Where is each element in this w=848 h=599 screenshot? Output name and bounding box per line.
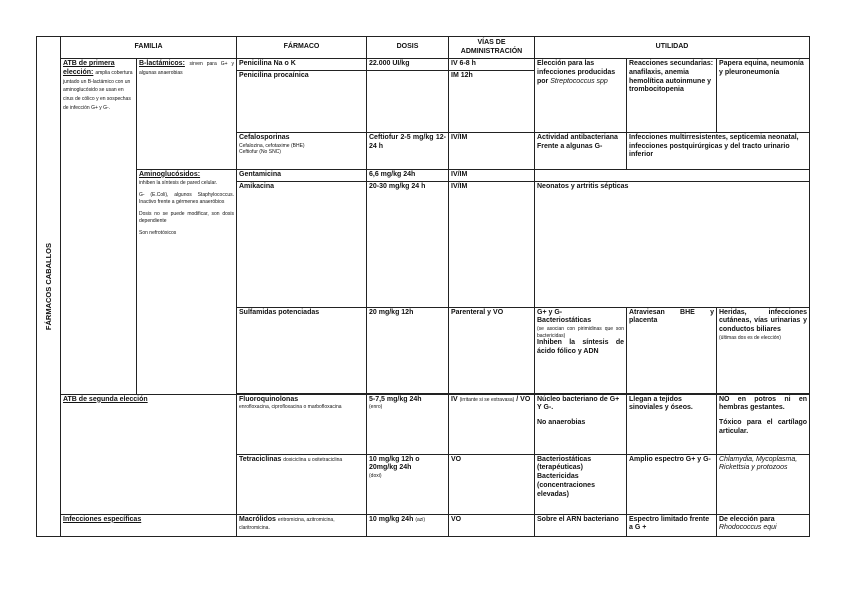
cefa-dose: Ceftiofur 2-5 mg/kg 12-24 h <box>367 132 449 169</box>
macro-u3a: De elección para <box>719 515 775 523</box>
sulfa-u1d: Inhiben la síntesis de ácido fólico y ADN <box>537 339 624 355</box>
fluoro-u1a: Núcleo bacteriano de G+ Y G-. <box>537 395 620 412</box>
tetra-via: VO <box>449 454 535 514</box>
side-label-cell <box>37 37 61 537</box>
macro-util-2: Espectro limitado frente a G + <box>627 514 717 536</box>
header-dosis: DOSIS <box>367 37 449 59</box>
fluoro-u3a: NO en potros ni en hembras gestantes. <box>719 395 808 412</box>
cefa-util-1: Actividad antibacteriana Frente a algunas G- <box>535 132 627 169</box>
atb1-title: ATB de primera elección: <box>63 60 115 76</box>
blact-title: B-lactámicos: <box>139 60 185 67</box>
amika-util: Neonatos y artritis sépticas <box>535 181 810 307</box>
atb1-desc: amplia cobertura juntado un B-lactámico con un aminoglucósido se usan en cirus de cólico y en sospechas de infección G+ y G-. <box>63 69 133 111</box>
table-row <box>37 514 810 536</box>
cefa-sub2: Ceftiofur (No SNC) <box>239 149 281 155</box>
pen-util-2: Reacciones secundarias: anafilaxis, anemia hemolítica autoinmune y trombocitopenia <box>627 59 717 133</box>
tetra-name: Tetraciclinas <box>239 455 282 463</box>
cefa-util-2: Infecciones multirresistentes, septicemia neonatal, infecciones postquirúrgicas y del tracto urinario inferior <box>627 132 810 169</box>
tetra-dose2: 20mg/kg 24h <box>369 464 412 472</box>
fluoro-via-cell <box>449 394 535 454</box>
pen-util-1b: Streptococcus spp <box>550 77 608 85</box>
sulfa-util-2: Atraviesan BHE y placenta <box>627 307 717 393</box>
genta-name: Gentamicina <box>237 169 367 181</box>
tetra-util-2: Amplio espectro G+ y G- <box>627 454 717 514</box>
penp-dose <box>367 70 449 132</box>
macro-u3b: Rhodococcus equi <box>719 524 777 532</box>
tetra-util-3: Chlamydia, Mycoplasma, Rickettsia y protozoos <box>717 454 810 514</box>
macro-name-cell <box>237 514 367 536</box>
macro-util-1: Sobre el ARN bacteriano <box>535 514 627 536</box>
fluoro-name: Fluoroquinolonas <box>239 395 299 403</box>
genta-util <box>535 169 810 181</box>
penp-via: IM 12h <box>449 70 535 132</box>
sulfa-u1a: G+ y G- <box>537 308 563 316</box>
drug-table <box>36 36 810 537</box>
macro-dose-sub: (azi) <box>415 516 426 523</box>
tetra-sub: doxiciclina u oxitetraciclina <box>283 456 343 463</box>
side-label: FÁRMACOS CABALLOS <box>43 242 53 330</box>
penp-name: Penicilina procaínica <box>237 70 367 132</box>
pen-util-1 <box>535 59 627 133</box>
header-familia: FAMILIA <box>61 37 237 59</box>
table-row <box>37 59 810 71</box>
sulfa-u3b: (últimas dos es de elección) <box>719 334 781 341</box>
header-farmaco: FÁRMACO <box>237 37 367 59</box>
sulfa-dose: 20 mg/kg 12h <box>367 307 449 393</box>
sulfa-u1c: (se asocian con pirimidinas que son bactericidas) <box>537 326 624 339</box>
blact-cell <box>137 59 237 170</box>
fluoro-via: IV <box>451 395 458 403</box>
header-utilidad: UTILIDAD <box>535 37 810 59</box>
macro-dose: 10 mg/kg 24h <box>369 515 414 523</box>
amino-title: Aminoglucósidos: <box>139 170 201 178</box>
header-row <box>37 37 810 59</box>
tetra-util-1: Bacteriostáticas (terapéuticas) Bactericidas (concentraciones elevadas) <box>535 454 627 514</box>
fluoro-sub: enrofloxacina, ciprofloxacina o marbofloxacina <box>239 404 342 411</box>
sulfa-via: Parenteral y VO <box>449 307 535 393</box>
atb2-title: ATB de segunda elección <box>63 395 148 403</box>
tetra-dose-sub: (doxi) <box>369 473 382 479</box>
amino-cell <box>137 169 237 394</box>
sulfa-name: Sulfamidas potenciadas <box>237 307 367 393</box>
macro-via: VO <box>449 514 535 536</box>
genta-via: IV/IM <box>449 169 535 181</box>
table-row <box>37 394 810 454</box>
amika-dose: 20-30 mg/kg 24 h <box>367 181 449 307</box>
amino-p1: inhiben la síntesis de pared celular. <box>139 179 218 186</box>
amika-via: IV/IM <box>449 181 535 307</box>
sulfa-u3a: Heridas, infecciones cutáneas, vías urinarias y conductos biliares <box>719 308 808 333</box>
sulfa-util-3 <box>717 307 810 393</box>
cefa-sub1: Cefalozina, cefotaxime (BHE) <box>239 142 305 149</box>
macro-dose-cell <box>367 514 449 536</box>
macro-util-3 <box>717 514 810 536</box>
espec-title: Infecciones específicas <box>63 515 142 523</box>
tetra-name-cell <box>237 454 367 514</box>
amika-name: Amikacina <box>237 181 367 307</box>
amino-p4: Son nefrotóxicos <box>139 230 177 236</box>
tetra-dose1: 10 mg/kg 12h o <box>369 455 420 463</box>
amino-p3: Dosis no se puede modificar, son dosis dependiente <box>139 211 234 224</box>
fluoro-dose-sub: (enro) <box>369 404 383 411</box>
fluoro-util-1 <box>535 394 627 454</box>
cefa-name-cell <box>237 132 367 169</box>
penk-dose: 22.000 UI/kg <box>367 59 449 71</box>
cefa-via: IV/IM <box>449 132 535 169</box>
sulfa-util-1 <box>535 307 627 393</box>
atb2-cell <box>61 394 237 514</box>
cefa-name: Cefalosporinas <box>239 133 290 141</box>
atb1-cell <box>61 59 137 395</box>
tetra-dose-cell <box>367 454 449 514</box>
amino-p2: G- (E.Coli), algunos Staphylococcus. Inactivo frente a gérmenes anaeróbios <box>139 192 234 205</box>
penk-name: Penicilina Na o K <box>237 59 367 71</box>
sulfa-u1b: Bacteriostáticas <box>537 317 592 325</box>
fluoro-u3b: Tóxico para el cartílago articular. <box>719 419 808 435</box>
fluoro-util-3 <box>717 394 810 454</box>
table-row <box>37 169 810 181</box>
macro-name: Macrólidos <box>239 515 276 523</box>
fluoro-dose-cell <box>367 394 449 454</box>
fluoro-via-end: / VO <box>516 395 531 403</box>
fluoro-util-2: Llegan a tejidos sinoviales y óseos. <box>627 394 717 454</box>
penk-via: IV 6-8 h <box>449 59 535 71</box>
macro-sub: eritromicina, azitromicina, claritromicina. <box>239 516 335 532</box>
genta-dose: 6,6 mg/kg 24h <box>367 169 449 181</box>
espec-cell <box>61 514 237 536</box>
fluoro-name-cell <box>237 394 367 454</box>
fluoro-dose: 5-7,5 mg/kg 24h <box>369 395 422 403</box>
pen-util-1a: Elección para las infecciones producidas por <box>537 60 616 85</box>
fluoro-via-sub: (irritante si se extravasa) <box>459 396 515 403</box>
header-vias: VÍAS DE ADMINISTRACIÓN <box>449 37 535 59</box>
blact-desc: sirven para G+ y algunas anaerobias <box>139 61 234 76</box>
pen-util-3: Papera equina, neumonía y pleuroneumonía <box>717 59 810 133</box>
fluoro-u1b: No anaerobias <box>537 419 586 426</box>
